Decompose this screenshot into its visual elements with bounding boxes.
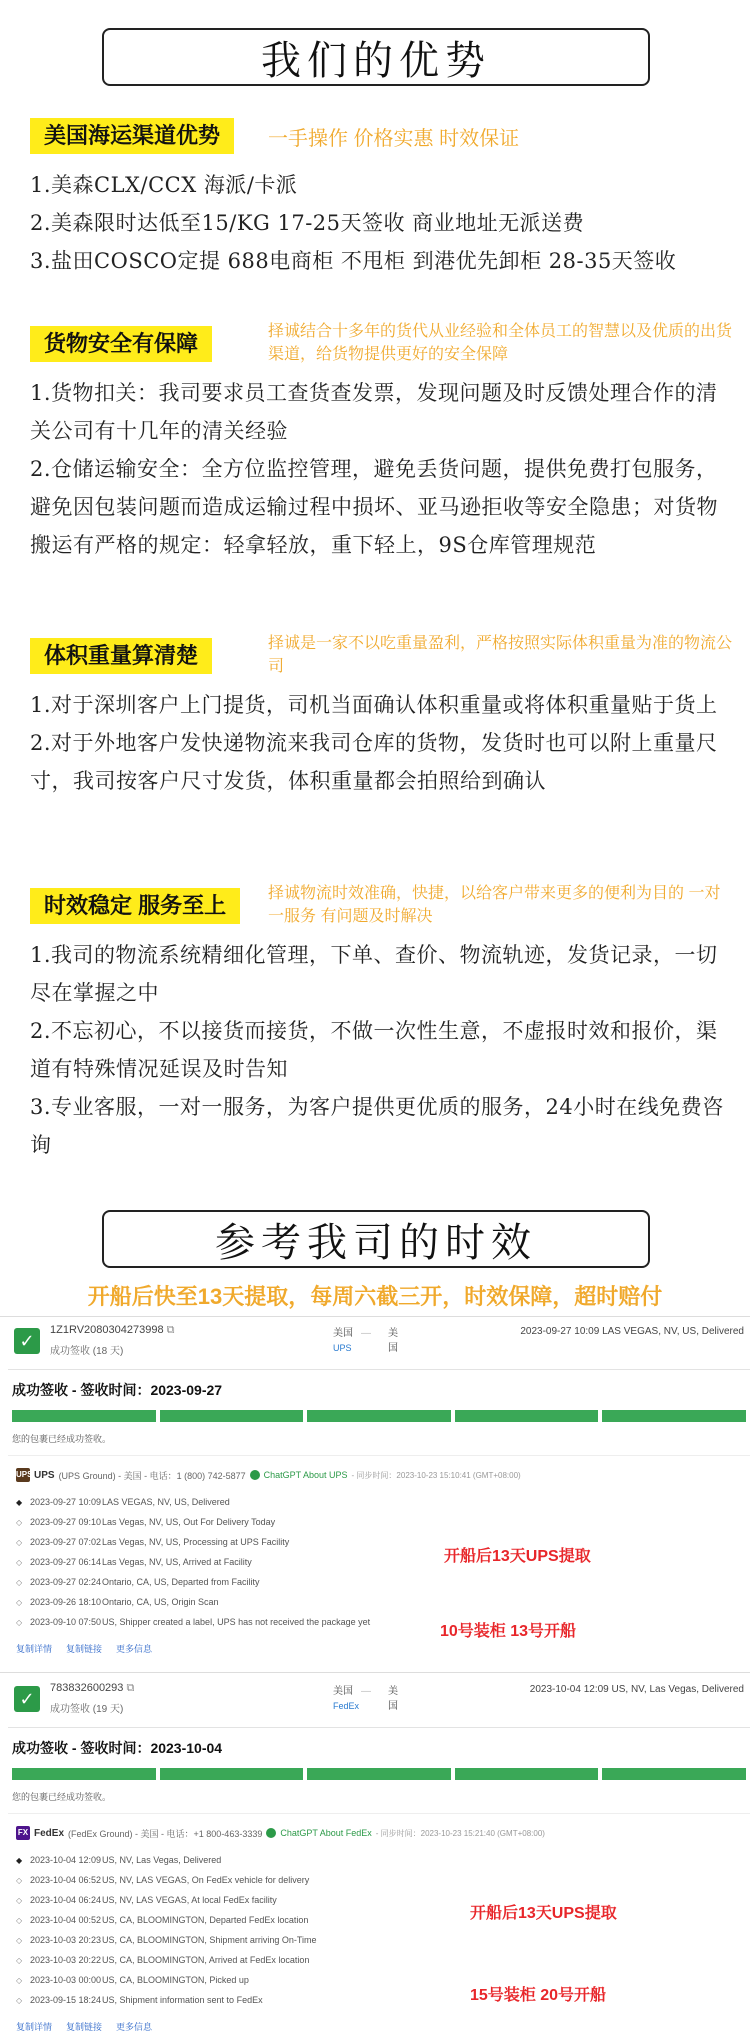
copy-details-link[interactable]: 复制详情 [16, 1644, 53, 1654]
overlay-pickup-note: 开船后13天UPS提取 [470, 1905, 617, 1922]
event-desc: Ontario, CA, US, Origin Scan [102, 1597, 219, 1607]
event-time: 2023-09-26 18:10 [30, 1597, 102, 1607]
event-desc: Las Vegas, NV, US, Out For Delivery Today [102, 1517, 276, 1527]
event-desc: US, CA, BLOOMINGTON, Arrived at FedEx location [102, 1955, 310, 1965]
section-line: 2.对于外地客户发快递物流来我司仓库的货物，发货时也可以附上重量尺寸，我司按客户尺寸发货，体积重量都会拍照给到确认 [30, 731, 718, 793]
status-title: 成功签收 - 签收时间：2023-09-27 [12, 1382, 223, 1398]
event-row [16, 1512, 742, 1532]
event-row [16, 1950, 742, 1970]
origin-country: 美国 [333, 1328, 353, 1339]
more-info-link[interactable]: 更多信息 [116, 1644, 153, 1654]
event-desc: Ontario, CA, US, Departed from Facility [102, 1577, 260, 1587]
event-dot-icon: ◆ [16, 1855, 23, 1865]
event-dot-icon: ◇ [16, 1875, 23, 1885]
delivered-check-icon: ✓ [14, 1328, 40, 1354]
arrow-icon: — [361, 1686, 371, 1697]
section-line: 1.我司的物流系统精细化管理，下单、查价、物流轨迹，发货记录，一切尽在掌握之中 [30, 943, 718, 1005]
event-desc: US, CA, BLOOMINGTON, Picked up [102, 1975, 249, 1985]
section-line: 2.仓储运输安全：全方位监控管理，避免丢货问题，提供免费打包服务，避免因包装问题而造成运输过程中损坏、亚马逊拒收等安全隐患；对货物搬运有严格的规定：轻拿轻放，重下轻上，9S仓库管理规范 [30, 457, 718, 557]
event-list [8, 1490, 750, 1634]
event-desc: Las Vegas, NV, US, Arrived at Facility [102, 1557, 252, 1567]
event-desc: US, Shipment information sent to FedEx [102, 1995, 263, 2005]
event-time: 2023-10-04 06:24 [30, 1895, 102, 1905]
overlay-pickup-note: 开船后13天UPS提取 [444, 1548, 591, 1565]
carrier-row [8, 1456, 750, 1490]
carrier-name: FedEx [34, 1827, 65, 1839]
copy-link-link[interactable]: 复制链接 [66, 2022, 103, 2032]
chatgpt-icon [266, 1828, 276, 1838]
advantage-section-service [30, 882, 730, 1164]
event-row [16, 1492, 742, 1512]
timeliness-title: 参考我司的时效 [102, 1210, 650, 1268]
advantage-section-channel [30, 118, 730, 280]
event-desc: US, NV, Las Vegas, Delivered [102, 1855, 222, 1865]
event-row [16, 1990, 742, 2010]
event-row [16, 1890, 742, 1910]
carrier-detail: (UPS Ground) - 美国 - 电话：1 (800) 742-5877 [58, 1470, 246, 1481]
panel-links [8, 2012, 750, 2039]
tracking-number-text: 783832600293 [50, 1682, 124, 1694]
event-time: 2023-09-27 02:24 [30, 1577, 102, 1587]
event-time: 2023-10-03 20:22 [30, 1955, 102, 1965]
delivered-note: 您的包裹已经成功签收。 [8, 1422, 750, 1456]
event-dot-icon: ◇ [16, 1557, 23, 1567]
event-row [16, 1552, 742, 1572]
advantage-section-weight [30, 632, 733, 800]
section-tag: 美国海运渠道优势 [30, 118, 234, 154]
route [333, 1682, 398, 1712]
tracking-panel-fedex [8, 1676, 750, 2039]
event-dot-icon: ◆ [16, 1497, 23, 1507]
event-dot-icon: ◇ [16, 1915, 23, 1925]
advantage-section-safety [30, 320, 733, 564]
sub-status: 成功签收 (19 天) [50, 1704, 124, 1715]
latest-event: 2023-09-27 10:09 LAS VEGAS, NV, US, Delivered [520, 1326, 744, 1337]
tracking-number[interactable] [50, 1324, 175, 1337]
section-line: 1.货物扣关：我司要求员工查货查发票，发现问题及时反馈处理合作的清关公司有十几年的清关经验 [30, 381, 718, 443]
sync-time: - 同步时间：2023-10-23 15:21:40 (GMT+08:00) [375, 1828, 545, 1838]
event-time: 2023-10-04 00:52 [30, 1915, 102, 1925]
event-time: 2023-10-04 06:52 [30, 1875, 102, 1885]
event-time: 2023-09-27 10:09 [30, 1497, 102, 1507]
event-desc: US, NV, LAS VEGAS, At local FedEx facility [102, 1895, 277, 1905]
event-desc: LAS VEGAS, NV, US, Delivered [102, 1497, 230, 1507]
event-dot-icon: ◇ [16, 1617, 23, 1627]
latest-event: 2023-10-04 12:09 US, NV, Las Vegas, Delivered [529, 1684, 744, 1695]
destination-country: 美国 [388, 1328, 398, 1354]
event-dot-icon: ◇ [16, 1935, 23, 1945]
status-title: 成功签收 - 签收时间：2023-10-04 [12, 1740, 223, 1756]
timeliness-slogan: 开船后快至13天提取，每周六截三开，时效保障，超时赔付 [87, 1284, 663, 1309]
fedex-logo-icon: FX [16, 1826, 30, 1840]
more-info-link[interactable]: 更多信息 [116, 2022, 153, 2032]
carrier-name: UPS [34, 1469, 55, 1481]
event-row [16, 1870, 742, 1890]
section-line: 1.对于深圳客户上门提货，司机当面确认体积重量或将体积重量贴于货上 [30, 693, 718, 717]
event-time: 2023-09-10 07:50 [30, 1617, 102, 1627]
event-desc: US, CA, BLOOMINGTON, Departed FedEx location [102, 1915, 309, 1925]
event-desc: US, Shipper created a label, UPS has not received the package yet [102, 1617, 371, 1627]
section-tag: 体积重量算清楚 [30, 638, 212, 674]
panel-links [8, 1634, 750, 1661]
tracking-number[interactable] [50, 1682, 134, 1695]
section-slogan: 一手操作 价格实惠 时效保证 [268, 128, 520, 150]
copy-link-link[interactable]: 复制链接 [66, 1644, 103, 1654]
event-dot-icon: ◇ [16, 1597, 23, 1607]
chatgpt-link[interactable]: ChatGPT About UPS [263, 1470, 348, 1480]
event-row [16, 1572, 742, 1592]
event-time: 2023-10-04 12:09 [30, 1855, 102, 1865]
event-dot-icon: ◇ [16, 1955, 23, 1965]
destination-country: 美国 [388, 1686, 398, 1712]
section-tag: 货物安全有保障 [30, 326, 212, 362]
event-desc: US, NV, LAS VEGAS, On FedEx vehicle for delivery [102, 1875, 310, 1885]
event-desc: US, CA, BLOOMINGTON, Shipment arriving On-Time [102, 1935, 317, 1945]
carrier-small: FedEx [333, 1701, 360, 1711]
event-time: 2023-10-03 20:23 [30, 1935, 102, 1945]
section-line: 3.专业客服，一对一服务，为客户提供更优质的服务，24小时在线免费咨询 [30, 1095, 724, 1157]
event-row [16, 1970, 742, 1990]
event-row [16, 1910, 742, 1930]
advantages-title: 我们的优势 [102, 28, 650, 86]
delivered-note: 您的包裹已经成功签收。 [8, 1780, 750, 1814]
tracking-panel-ups [8, 1318, 750, 1661]
event-row [16, 1592, 742, 1612]
sync-time: - 同步时间：2023-10-23 15:10:41 (GMT+08:00) [351, 1470, 521, 1480]
tracking-number-text: 1Z1RV2080304273998 [50, 1324, 164, 1336]
event-row [16, 1612, 742, 1632]
event-row [16, 1930, 742, 1950]
section-line: 2.美森限时达低至15/KG 17-25天签收 商业地址无派送费 [30, 211, 585, 235]
event-row [16, 1532, 742, 1552]
section-slogan: 择诚物流时效准确，快捷，以给客户带来更多的便利为目的 一对一服务 有问题及时解决 [268, 885, 721, 925]
overlay-schedule-note: 10号装柜 13号开船 [440, 1623, 577, 1640]
progress-bar [12, 1410, 746, 1422]
section-slogan: 择诚是一家不以吃重量盈利，严格按照实际体积重量为准的物流公司 [268, 635, 733, 675]
progress-bar [12, 1768, 746, 1780]
event-dot-icon: ◇ [16, 1517, 23, 1527]
delivered-check-icon: ✓ [14, 1686, 40, 1712]
event-dot-icon: ◇ [16, 1577, 23, 1587]
ups-logo-icon: UPS [16, 1468, 30, 1482]
chatgpt-icon [250, 1470, 260, 1480]
event-time: 2023-09-27 09:10 [30, 1517, 102, 1527]
event-time: 2023-09-15 18:24 [30, 1995, 102, 2005]
event-time: 2023-09-27 06:14 [30, 1557, 102, 1567]
copy-details-link[interactable]: 复制详情 [16, 2022, 53, 2032]
copy-icon[interactable]: ⧉ [126, 1682, 135, 1694]
event-time: 2023-09-27 07:02 [30, 1537, 102, 1547]
event-dot-icon: ◇ [16, 1537, 23, 1547]
event-time: 2023-10-03 00:00 [30, 1975, 102, 1985]
event-list [8, 1848, 750, 2012]
chatgpt-link[interactable]: ChatGPT About FedEx [280, 1828, 372, 1838]
section-line: 2.不忘初心，不以接货而接货，不做一次性生意，不虚报时效和报价，渠道有特殊情况延误及时告知 [30, 1019, 718, 1081]
event-dot-icon: ◇ [16, 1975, 23, 1985]
origin-country: 美国 [333, 1686, 353, 1697]
section-line: 1.美森CLX/CCX 海派/卡派 [30, 173, 298, 197]
carrier-small: UPS [333, 1343, 352, 1353]
event-desc: Las Vegas, NV, US, Processing at UPS Facility [102, 1537, 290, 1547]
route [333, 1324, 398, 1354]
copy-icon[interactable]: ⧉ [166, 1324, 175, 1336]
event-dot-icon: ◇ [16, 1995, 23, 2005]
section-slogan: 择诚结合十多年的货代从业经验和全体员工的智慧以及优质的出货渠道，给货物提供更好的安全保障 [268, 323, 733, 363]
carrier-detail: (FedEx Ground) - 美国 - 电话：+1 800-463-3339 [68, 1828, 263, 1839]
event-dot-icon: ◇ [16, 1895, 23, 1905]
sub-status: 成功签收 (18 天) [50, 1346, 124, 1357]
arrow-icon: — [361, 1328, 371, 1339]
overlay-schedule-note: 15号装柜 20号开船 [470, 1987, 607, 2004]
section-line: 3.盐田COSCO定提 688电商柜 不甩柜 到港优先卸柜 28-35天签收 [30, 249, 677, 273]
section-tag: 时效稳定 服务至上 [30, 888, 240, 924]
event-row [16, 1850, 742, 1870]
carrier-row [8, 1814, 750, 1848]
